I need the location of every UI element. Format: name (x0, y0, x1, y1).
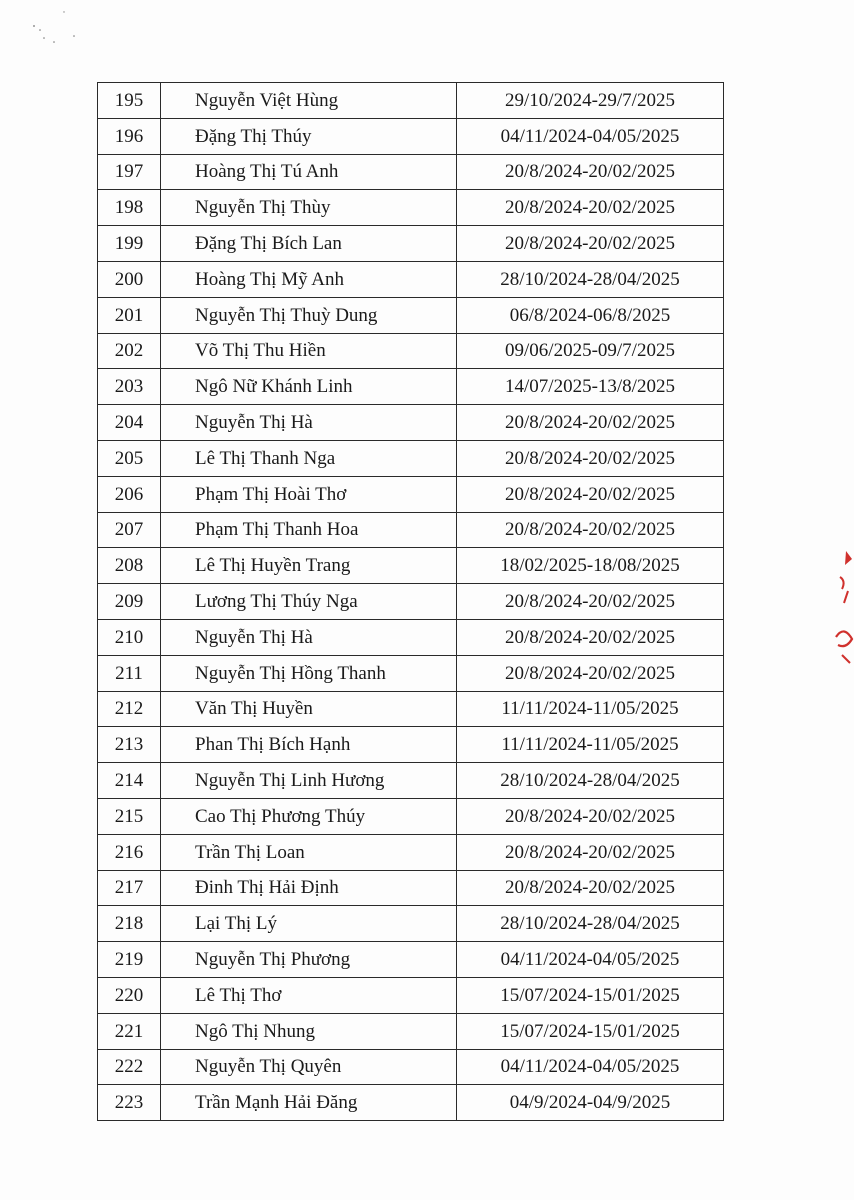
row-number-cell: 210 (98, 619, 161, 655)
name-cell: Lê Thị Thanh Nga (161, 440, 457, 476)
name-cell: Lê Thị Thơ (161, 977, 457, 1013)
row-number-cell: 211 (98, 655, 161, 691)
table-row (98, 763, 724, 799)
period-cell: 20/8/2024-20/02/2025 (457, 834, 724, 870)
period-cell: 04/11/2024-04/05/2025 (457, 118, 724, 154)
row-number-cell: 198 (98, 190, 161, 226)
name-cell: Cao Thị Phương Thúy (161, 798, 457, 834)
name-cell: Trần Mạnh Hải Đăng (161, 1085, 457, 1121)
name-cell: Đặng Thị Bích Lan (161, 226, 457, 262)
period-cell: 20/8/2024-20/02/2025 (457, 440, 724, 476)
name-cell: Võ Thị Thu Hiền (161, 333, 457, 369)
table-row (98, 297, 724, 333)
name-cell: Nguyễn Thị Quyên (161, 1049, 457, 1085)
row-number-cell: 208 (98, 548, 161, 584)
row-number-cell: 195 (98, 83, 161, 119)
row-number-cell: 221 (98, 1013, 161, 1049)
name-cell: Đặng Thị Thúy (161, 118, 457, 154)
period-cell: 20/8/2024-20/02/2025 (457, 798, 724, 834)
table-row (98, 405, 724, 441)
table-row (98, 369, 724, 405)
name-cell: Hoàng Thị Mỹ Anh (161, 261, 457, 297)
period-cell: 14/07/2025-13/8/2025 (457, 369, 724, 405)
period-cell: 15/07/2024-15/01/2025 (457, 977, 724, 1013)
period-cell: 28/10/2024-28/04/2025 (457, 261, 724, 297)
table-row (98, 261, 724, 297)
name-cell: Ngô Thị Nhung (161, 1013, 457, 1049)
name-cell: Phạm Thị Thanh Hoa (161, 512, 457, 548)
table-row (98, 548, 724, 584)
name-cell: Đinh Thị Hải Định (161, 870, 457, 906)
row-number-cell: 217 (98, 870, 161, 906)
period-cell: 20/8/2024-20/02/2025 (457, 226, 724, 262)
row-number-cell: 203 (98, 369, 161, 405)
row-number-cell: 220 (98, 977, 161, 1013)
period-cell: 28/10/2024-28/04/2025 (457, 763, 724, 799)
row-number-cell: 200 (98, 261, 161, 297)
period-cell: 06/8/2024-06/8/2025 (457, 297, 724, 333)
table-row (98, 1085, 724, 1121)
period-cell: 04/11/2024-04/05/2025 (457, 942, 724, 978)
table-row (98, 512, 724, 548)
table-row (98, 798, 724, 834)
table-row (98, 190, 724, 226)
row-number-cell: 204 (98, 405, 161, 441)
table-row (98, 333, 724, 369)
table-row (98, 942, 724, 978)
row-number-cell: 219 (98, 942, 161, 978)
name-cell: Nguyễn Thị Thuỳ Dung (161, 297, 457, 333)
row-number-cell: 223 (98, 1085, 161, 1121)
period-cell: 20/8/2024-20/02/2025 (457, 476, 724, 512)
table-row (98, 1049, 724, 1085)
period-cell: 20/8/2024-20/02/2025 (457, 512, 724, 548)
period-cell: 20/8/2024-20/02/2025 (457, 190, 724, 226)
period-cell: 04/11/2024-04/05/2025 (457, 1049, 724, 1085)
name-cell: Phan Thị Bích Hạnh (161, 727, 457, 763)
row-number-cell: 213 (98, 727, 161, 763)
period-cell: 20/8/2024-20/02/2025 (457, 619, 724, 655)
period-cell: 04/9/2024-04/9/2025 (457, 1085, 724, 1121)
period-cell: 29/10/2024-29/7/2025 (457, 83, 724, 119)
name-cell: Nguyễn Thị Hà (161, 405, 457, 441)
table-row (98, 226, 724, 262)
row-number-cell: 205 (98, 440, 161, 476)
table-row (98, 476, 724, 512)
row-number-cell: 207 (98, 512, 161, 548)
name-cell: Lê Thị Huyền Trang (161, 548, 457, 584)
row-number-cell: 212 (98, 691, 161, 727)
name-cell: Hoàng Thị Tú Anh (161, 154, 457, 190)
table-row (98, 834, 724, 870)
red-stamp-edge (832, 545, 854, 675)
name-cell: Lương Thị Thúy Nga (161, 584, 457, 620)
table-row (98, 619, 724, 655)
period-cell: 11/11/2024-11/05/2025 (457, 727, 724, 763)
row-number-cell: 222 (98, 1049, 161, 1085)
roster-table (97, 82, 724, 1121)
table-row (98, 440, 724, 476)
row-number-cell: 214 (98, 763, 161, 799)
period-cell: 15/07/2024-15/01/2025 (457, 1013, 724, 1049)
name-cell: Nguyễn Thị Thùy (161, 190, 457, 226)
table-row (98, 584, 724, 620)
table-row (98, 83, 724, 119)
period-cell: 09/06/2025-09/7/2025 (457, 333, 724, 369)
table-row (98, 727, 724, 763)
table-row (98, 655, 724, 691)
period-cell: 20/8/2024-20/02/2025 (457, 655, 724, 691)
name-cell: Lại Thị Lý (161, 906, 457, 942)
period-cell: 20/8/2024-20/02/2025 (457, 584, 724, 620)
row-number-cell: 199 (98, 226, 161, 262)
name-cell: Nguyễn Thị Phương (161, 942, 457, 978)
name-cell: Trần Thị Loan (161, 834, 457, 870)
row-number-cell: 201 (98, 297, 161, 333)
row-number-cell: 197 (98, 154, 161, 190)
table-row (98, 154, 724, 190)
table-row (98, 906, 724, 942)
name-cell: Phạm Thị Hoài Thơ (161, 476, 457, 512)
name-cell: Văn Thị Huyền (161, 691, 457, 727)
row-number-cell: 206 (98, 476, 161, 512)
row-number-cell: 202 (98, 333, 161, 369)
row-number-cell: 196 (98, 118, 161, 154)
roster-table-body (98, 83, 724, 1121)
row-number-cell: 216 (98, 834, 161, 870)
name-cell: Nguyễn Thị Linh Hương (161, 763, 457, 799)
table-row (98, 1013, 724, 1049)
name-cell: Nguyễn Việt Hùng (161, 83, 457, 119)
period-cell: 20/8/2024-20/02/2025 (457, 870, 724, 906)
scan-artifact-marks (30, 8, 90, 48)
period-cell: 20/8/2024-20/02/2025 (457, 405, 724, 441)
row-number-cell: 215 (98, 798, 161, 834)
table-row (98, 118, 724, 154)
table-row (98, 870, 724, 906)
period-cell: 11/11/2024-11/05/2025 (457, 691, 724, 727)
name-cell: Nguyễn Thị Hà (161, 619, 457, 655)
row-number-cell: 218 (98, 906, 161, 942)
period-cell: 28/10/2024-28/04/2025 (457, 906, 724, 942)
period-cell: 18/02/2025-18/08/2025 (457, 548, 724, 584)
table-row (98, 977, 724, 1013)
table-row (98, 691, 724, 727)
name-cell: Nguyễn Thị Hồng Thanh (161, 655, 457, 691)
period-cell: 20/8/2024-20/02/2025 (457, 154, 724, 190)
row-number-cell: 209 (98, 584, 161, 620)
name-cell: Ngô Nữ Khánh Linh (161, 369, 457, 405)
